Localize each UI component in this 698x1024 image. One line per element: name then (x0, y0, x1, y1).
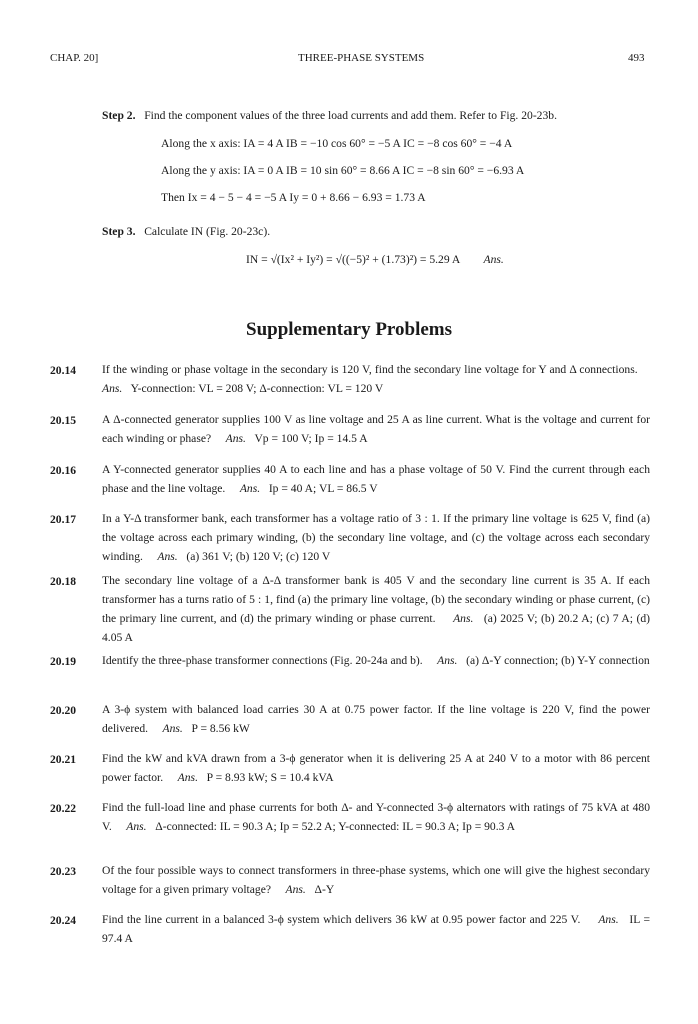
problem-body (102, 571, 650, 647)
step3-text: Calculate IN (Fig. 20-23c). (144, 225, 271, 238)
problem-number: 20.19 (50, 655, 77, 668)
answer-label: Ans. (162, 722, 183, 735)
answer-text: (a) Δ-Y connection; (b) Y-Y connection (466, 654, 650, 667)
problem-number: 20.15 (50, 414, 77, 427)
answer-label: Ans. (177, 771, 198, 784)
answer-label: Ans. (157, 550, 178, 563)
answer-label: Ans. (437, 654, 458, 667)
answer-label: Ans. (285, 883, 306, 896)
problem-number: 20.18 (50, 575, 77, 588)
problem-number: 20.22 (50, 802, 77, 815)
problem-text: Find the kW and kVA drawn from a 3-ϕ generator when it is delivering 25 A at 240 V to a motor with 86 percent power factor. (102, 752, 650, 784)
step3-equation (246, 250, 504, 269)
problem-body (102, 910, 650, 948)
problem-number: 20.20 (50, 704, 77, 717)
answer-text: Δ-connected: IL = 90.3 A; Ip = 52.2 A; Y-connected: IL = 90.3 A; Ip = 90.3 A (155, 820, 516, 833)
problem-number: 20.24 (50, 914, 77, 927)
problem-text: Of the four possible ways to connect transformers in three-phase systems, which one will give the highest secondary voltage for a given primary voltage? (102, 864, 650, 896)
problem-number: 20.21 (50, 753, 77, 766)
step3-block (102, 222, 270, 241)
answer-text: (a) 361 V; (b) 120 V; (c) 120 V (186, 550, 331, 563)
problem-body (102, 749, 650, 787)
answer-text: Δ-Y (314, 883, 335, 896)
step2-label: Step 2. (102, 109, 136, 122)
answer-label: Ans. (102, 382, 123, 395)
problem-text: Identify the three-phase transformer connections (Fig. 20-24a and b). (102, 654, 423, 667)
problem-body (102, 509, 650, 566)
step2-x-axis: Along the x axis: IA = 4 A IB = −10 cos 60° = −5 A IC = −8 cos 60° = −4 A (161, 137, 513, 150)
problem-body (102, 460, 650, 498)
problem-text: A 3-ϕ system with balanced load carries 30 A at 0.75 power factor. If the line voltage is 220 V, find the power delivered. (102, 703, 650, 735)
problem-number: 20.14 (50, 364, 77, 377)
step2-y-axis: Along the y axis: IA = 0 A IB = 10 sin 60° = 8.66 A IC = −8 sin 60° = −6.93 A (161, 164, 525, 177)
problem-text: The secondary line voltage of a Δ-Δ transformer bank is 405 V and the secondary line current is 35 A. If each transformer has a turns ratio of 5 : 1, find (a) the primary line voltage, (b) the secondary winding or phase current, (c) the primary line current, and (d) the primary winding or phase current. (102, 574, 650, 625)
answer-text: (a) 2025 V; (b) 20.2 A; (c) 7 A; (d) 4.05 A (102, 612, 651, 644)
step3-equation-text: IN = √(Ix² + Iy²) = √((−5)² + (1.73)²) = 5.29 A (246, 253, 461, 266)
problem-body (102, 360, 650, 398)
answer-label: Ans. (598, 913, 619, 926)
problem-number: 20.23 (50, 865, 77, 878)
problem-body (102, 700, 650, 738)
answer-label: Ans. (126, 820, 147, 833)
page-number: 493 (628, 52, 645, 64)
chapter-label: CHAP. 20] (50, 52, 99, 64)
problem-number: 20.17 (50, 513, 77, 526)
step2-text: Find the component values of the three load currents and add them. Refer to Fig. 20-23b. (144, 109, 557, 122)
problem-body (102, 861, 650, 899)
problem-text: A Δ-connected generator supplies 100 V as line voltage and 25 A as line current. What is the voltage and current for each winding or phase? (102, 413, 650, 445)
problem-body (102, 651, 650, 670)
running-title: THREE-PHASE SYSTEMS (298, 52, 425, 64)
answer-text: IL = 97.4 A (102, 913, 650, 945)
answer-text: Ip = 40 A; VL = 86.5 V (268, 482, 378, 495)
step2-then: Then Ix = 4 − 5 − 4 = −5 A Iy = 0 + 8.66 − 6.93 = 1.73 A (161, 191, 426, 204)
problem-text: Find the full-load line and phase currents for both Δ- and Y-connected 3-ϕ alternators with ratings of 75 kVA at 480 V. (102, 801, 650, 833)
section-title: Supplementary Problems (246, 319, 453, 340)
problem-text: If the winding or phase voltage in the secondary is 120 V, find the secondary line voltage for Y and Δ connections. (102, 363, 638, 376)
answer-label: Ans. (453, 612, 474, 625)
answer-text: P = 8.56 kW (191, 722, 250, 735)
answer-label: Ans. (239, 482, 261, 495)
problem-text: Find the line current in a balanced 3-ϕ system which delivers 36 kW at 0.95 power factor and 225 V. (102, 913, 581, 926)
answer-text: P = 8.93 kW; S = 10.4 kVA (206, 771, 334, 784)
problem-number: 20.16 (50, 464, 77, 477)
answer-label: Ans. (225, 432, 246, 445)
step2-block (102, 106, 557, 125)
problem-text: A Y-connected generator supplies 40 A to each line and has a phase voltage of 50 V. Find the current through each phase and the line voltage. (102, 463, 650, 495)
answer-text: Y-connection: VL = 208 V; Δ-connection: VL = 120 V (130, 382, 384, 395)
step3-label: Step 3. (102, 225, 136, 238)
step3-ans-label: Ans. (483, 253, 504, 266)
problem-text: In a Y-Δ transformer bank, each transformer has a voltage ratio of 3 : 1. If the primary line voltage is 625 V, find (a) the voltage across each primary winding, (b) the secondary line voltage, and (c) the voltage across each secondary winding. (102, 512, 650, 563)
problem-body (102, 410, 650, 448)
problem-body (102, 798, 650, 836)
answer-text: Vp = 100 V; Ip = 14.5 A (254, 432, 368, 445)
